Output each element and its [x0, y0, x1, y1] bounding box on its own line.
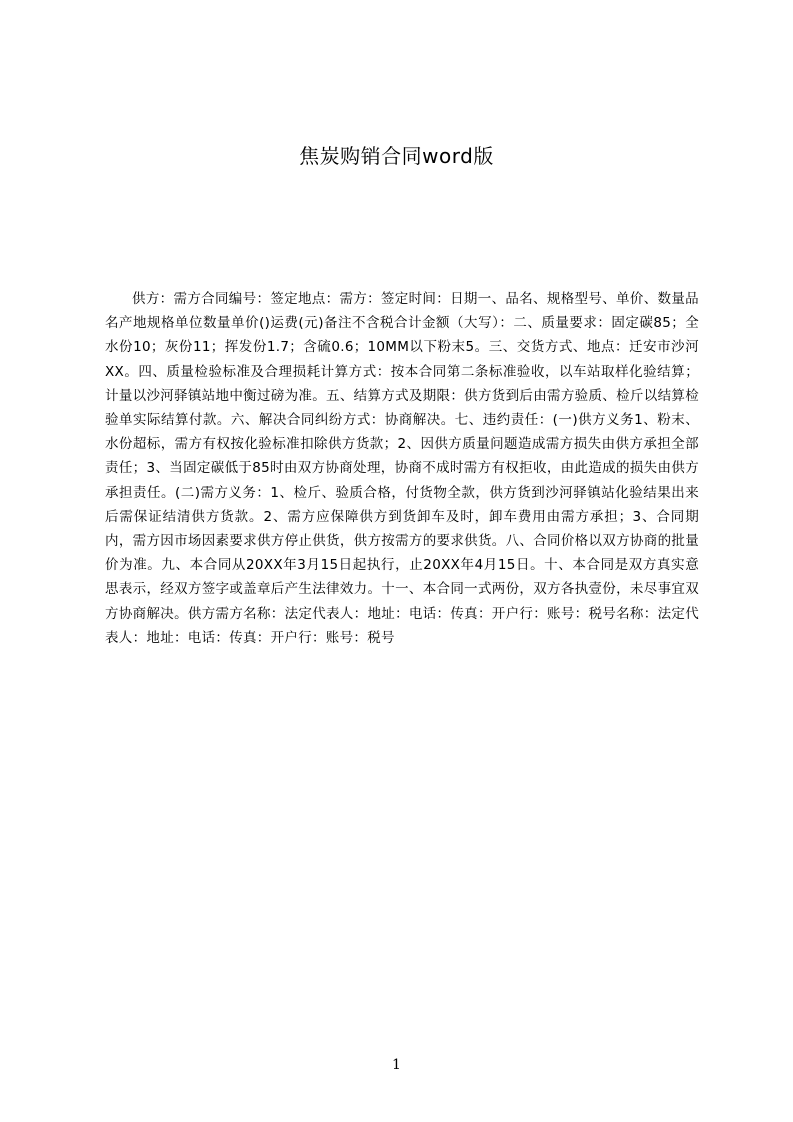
contract-body-text: 供方：需方合同编号：签定地点：需方：签定时间：日期一、品名、规格型号、单价、数量品名产地规格单位数量单价()运费(元)备注不含税合计金额（大写）：二、质量要求：固定碳85；全水份10；灰份11；挥发份1.7；含硫0.6；10MM以下粉末5。三、交货方式、地点：迁安市沙河XX。四、质量检验标准及合理损耗计算方式：按本合同第二条标准验收，以车站取样化验结算；计量以沙河驿镇站地中衡过磅为准。五、结算方式及期限：供方货到后由需方验质、检斤以结算检验单实际结算付款。六、解决合同纠纷方式：协商解决。七、违约责任：(一)供方义务1、粉末、水份超标，需方有权按化验标准扣除供方货款；2、因供方质量问题造成需方损失由供方承担全部责任；3、当固定碳低于85时由双方协商处理，协商不成时需方有权拒收，由此造成的损失由供方承担责任。(二)需方义务：1、检斤、验质合格，付货物全款，供方货到沙河驿镇站化验结果出来后需保证结清供方货款。2、需方应保障供方到货卸车及时，卸车费用由需方承担；3、合同期内，需方因市场因素要求供方停止供货，供方按需方的要求供货。八、合同价格以双方协商的批量价为准。九、本合同从20XX年3月15日起执行，止20XX年4月15日。十、本合同是双方真实意思表示，经双方签字或盖章后产生法律效力。十一、本合同一式两份，双方各执壹份，未尽事宜双方协商解决。供方需方名称：法定代表人：地址：电话：传真：开户行：账号：税号名称：法定代表人：地址：电话：传真：开户行：账号：税号 — [105, 291, 699, 646]
page-title: 焦炭购销合同word版 — [299, 144, 494, 168]
page-number: 1 — [392, 1057, 401, 1073]
